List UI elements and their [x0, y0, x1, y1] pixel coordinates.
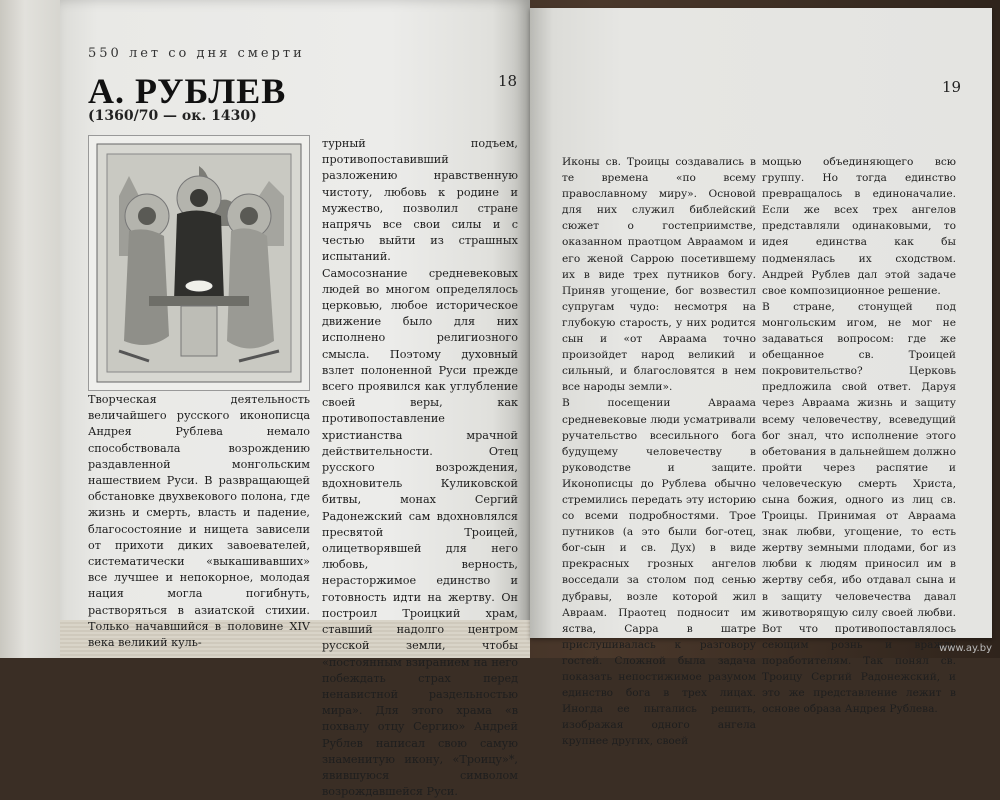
book-page-edges	[0, 0, 62, 658]
right-page-column-2: мощью объединяющего всю группу. Но тогда единство превращалось в единоначалие. Если же всех трех ангелов представляли одинаковыми, то идея единства как бы подменялась их сходством. Андрей Рублев дал этой задаче свое композиционное решение. В стране, стонущей под монгольским игом, не мог не задаваться вопросом: где же обещанное св. Троицей покровительство? Церковь предложила свой ответ. Даруя через Авраама жизнь и защиту всему человечеству, всеведущий бог знал, что исполнение этого обетования в дальнейшем должно пройти через распятие и человеческую смерть Христа, сына божия, одного из лиц св. Троицы. Принимая от Авраама знак любви, угощение, то есть жертву земными плодами, бог из любви к людям приносил им в жертву себя, ибо отдавал сына и в защиту человечества давал животворящую силу своей любви. Вот что противопоставлялось сеющим рознь и вражду поработителям. Так понял св. Троицу Сергий Радонежский, и это же представление лежит в основе образа Андрея Рублева.	[762, 156, 956, 716]
article-title: А. РУБЛЕВ	[88, 71, 287, 111]
page-number-left: 18	[498, 72, 518, 90]
right-page-column-1: Иконы св. Троицы создавались в те времена «по всему православному миру». Основой для них служил библейский сюжет о гостеприимстве, оказанном праотцом Авраамом и его женой Саррою посетившему их в виде трех путников богу. Приняв угощение, бог возвестил супругам чудо: несмотря на глубокую старость, у них родится сын и «от Авраама точно произойдет народ великий и сильный, и благословятся в нем все народы земли». В посещении Авраама средневековые люди усматривали ручательство всесильного бога будущему человечеству в руководстве и защите. Иконописцы до Рублева обычно стремились передать эту историю со всеми подробностями. Трое путников (а это были бог-отец, бог-сын и св. Дух) в виде прекрасных грозных ангелов восседали за столом под сенью дубравы, возле которой жил Авраам. Праотец подносит им яства, Сарра в шатре прислушивалась к разговору гостей. Сложной была задача показать непостижимое разумом единство бога в трех лицах. Иногда ее пытались решить, изображая одного ангела крупнее других, своей	[562, 156, 756, 748]
running-header: 550 лет со дня смерти	[88, 46, 305, 61]
watermark: www.ay.by	[939, 643, 992, 654]
life-dates: (1360/70 — ок. 1430)	[88, 108, 257, 124]
left-page-column-1: Творческая деятельность величайшего русского иконописца Андрея Рублева немало способствовала возрождению раздавленной монгольским нашествием Руси. В развращающей обстановке двухвекового полона, где жизнь и смерть, власть и падение, благосостояние и нищета зависели от прихоти диких завоевателей, систематически «выкашивавших» все лучшее и непокорное, молодая нация могла погибнуть, растворяться в азиатской стихии. Только начавшийся в половине XIV века великий куль-	[88, 393, 310, 650]
left-page-column-2: турный подъем, противопоставивший разложению нравственную чистоту, любовь к родине и мужество, позволил стране напрячь все свои силы и с честью выйти из страшных испытаний. Самосознание средневековых людей во многом определялось церковью, любое историческое движение было для них исполнено религиозного смысла. Поэтому духовный взлет полоненной Руси прежде всего проявился как углубление своей веры, как противопоставление христианства мрачной действительности. Отец русского возрождения, вдохновитель Куликовской битвы, монах Сергий Радонежский сам вдохновлялся пресвятой Троицей, олицетворявшей для него любовь, верность, нерасторжимое единство и готовность идти на жертву. Он построил Троицкий храм, ставший надолго центром русской земли, чтобы «постоянным взиранием на него побеждать страх перед ненавистной раздельностью мира». Для этого храма «в похвалу отцу Сергию» Андрей Рублев написал свою самую знаменитую икону, «Троицу»*, явившуюся символом возрождавшейся Руси.	[322, 137, 518, 799]
trinity-icon-drawing	[89, 136, 309, 390]
trinity-icon-illustration	[88, 135, 310, 391]
page-number-right: 19	[942, 78, 962, 96]
